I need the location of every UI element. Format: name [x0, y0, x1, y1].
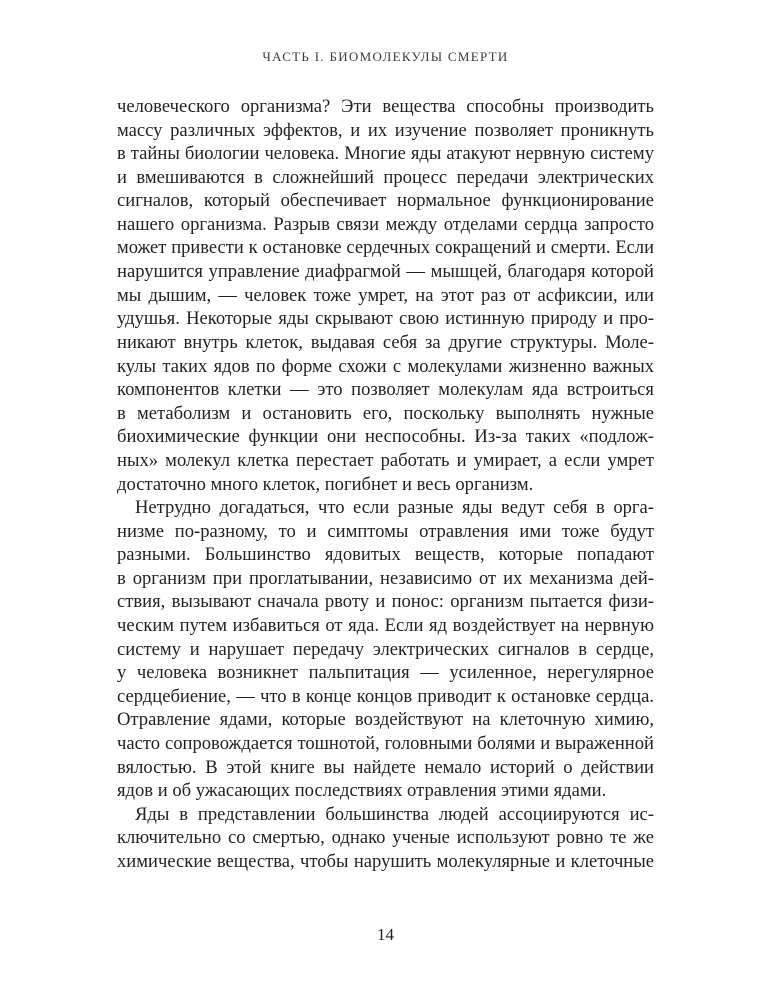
text-line: мы дышим, — человек тоже умрет, на этот раз от асфиксии, или: [117, 284, 654, 306]
text-line: химические вещества, чтобы нарушить молекулярные и клеточные: [117, 851, 654, 872]
body-text: [117, 95, 654, 874]
text-line: в тайны биологии человека. Многие яды атакуют нервную систему: [117, 143, 654, 165]
text-line: в метаболизм и остановить его, поскольку выполнять нужные: [117, 402, 654, 424]
text-line: компонентов клетки — это позволяет молекулам яда встроиться: [117, 379, 654, 401]
text-line: кулы таких ядов по форме схожи с молекулами жизненно важных: [117, 355, 654, 377]
text-line: низме по-разному, то и симптомы отравления ими тоже будут: [117, 520, 654, 542]
text-line: ключительно со смертью, однако ученые используют ровно те же: [117, 827, 654, 849]
paragraph-first-line: Яды в представлении большинства людей ассоциируются ис-: [135, 803, 654, 825]
text-line: нарушится управление диафрагмой — мышцей, благодаря которой: [117, 261, 654, 283]
text-line: может привести к остановке сердечных сокращений и смерти. Если: [117, 237, 654, 258]
text-line: у человека возникнет пальпитация — усиленное, нерегулярное: [117, 662, 654, 684]
text-line: ческим путем избавиться от яда. Если яд воздействует на нервную: [117, 615, 654, 637]
text-line: сигналов, который обеспечивает нормальное функционирование: [117, 190, 654, 212]
text-line: биохимические функции они неспособны. Из-за таких «подлож-: [117, 426, 654, 448]
text-line: разными. Большинство ядовитых веществ, которые попадают: [117, 544, 654, 566]
text-line: ствия, вызывают сначала рвоту и понос: организм пытается физи-: [117, 591, 654, 613]
text-line: удушья. Некоторые яды скрывают свою истинную природу и про-: [117, 308, 654, 330]
running-head: ЧАСТЬ I. БИОМОЛЕКУЛЫ СМЕРТИ: [262, 49, 509, 64]
text-line: массу различных эффектов, и их изучение позволяет проникнуть: [117, 119, 654, 141]
paragraph-end-line: достаточно много клеток, погибнет и весь организм.: [117, 473, 534, 495]
page-number: 14: [377, 925, 394, 944]
text-line: нашего организма. Разрыв связи между отделами сердца запросто: [117, 213, 654, 235]
text-line: вялостью. В этой книге вы найдете немало историй о действии: [117, 756, 654, 778]
text-line: ных» молекул клетка перестает работать и умирает, а если умрет: [117, 449, 654, 471]
text-line: и вмешиваются в сложнейший процесс передачи электрических: [117, 166, 654, 188]
text-line: никают внутрь клеток, выдавая себя за другие структуры. Моле-: [117, 331, 654, 353]
text-line: часто сопровождается тошнотой, головными болями и выраженной: [117, 733, 654, 755]
text-line: в организм при проглатывании, независимо от их механизма дей-: [117, 567, 654, 589]
text-line: Отравление ядами, которые воздействуют на клеточную химию,: [117, 709, 654, 731]
text-line: человеческого организма? Эти вещества способны производить: [117, 96, 654, 117]
paragraph-end-line: ядов и об ужасающих последствиях отравления этими ядами.: [117, 780, 607, 802]
paragraph-first-line: Нетрудно догадаться, что если разные яды ведут себя в орга-: [135, 497, 654, 519]
text-line: систему и нарушает передачу электрических сигналов в сердце,: [117, 638, 654, 660]
text-line: сердцебиение, — что в конце концов приводит к остановке сердца.: [117, 685, 654, 707]
